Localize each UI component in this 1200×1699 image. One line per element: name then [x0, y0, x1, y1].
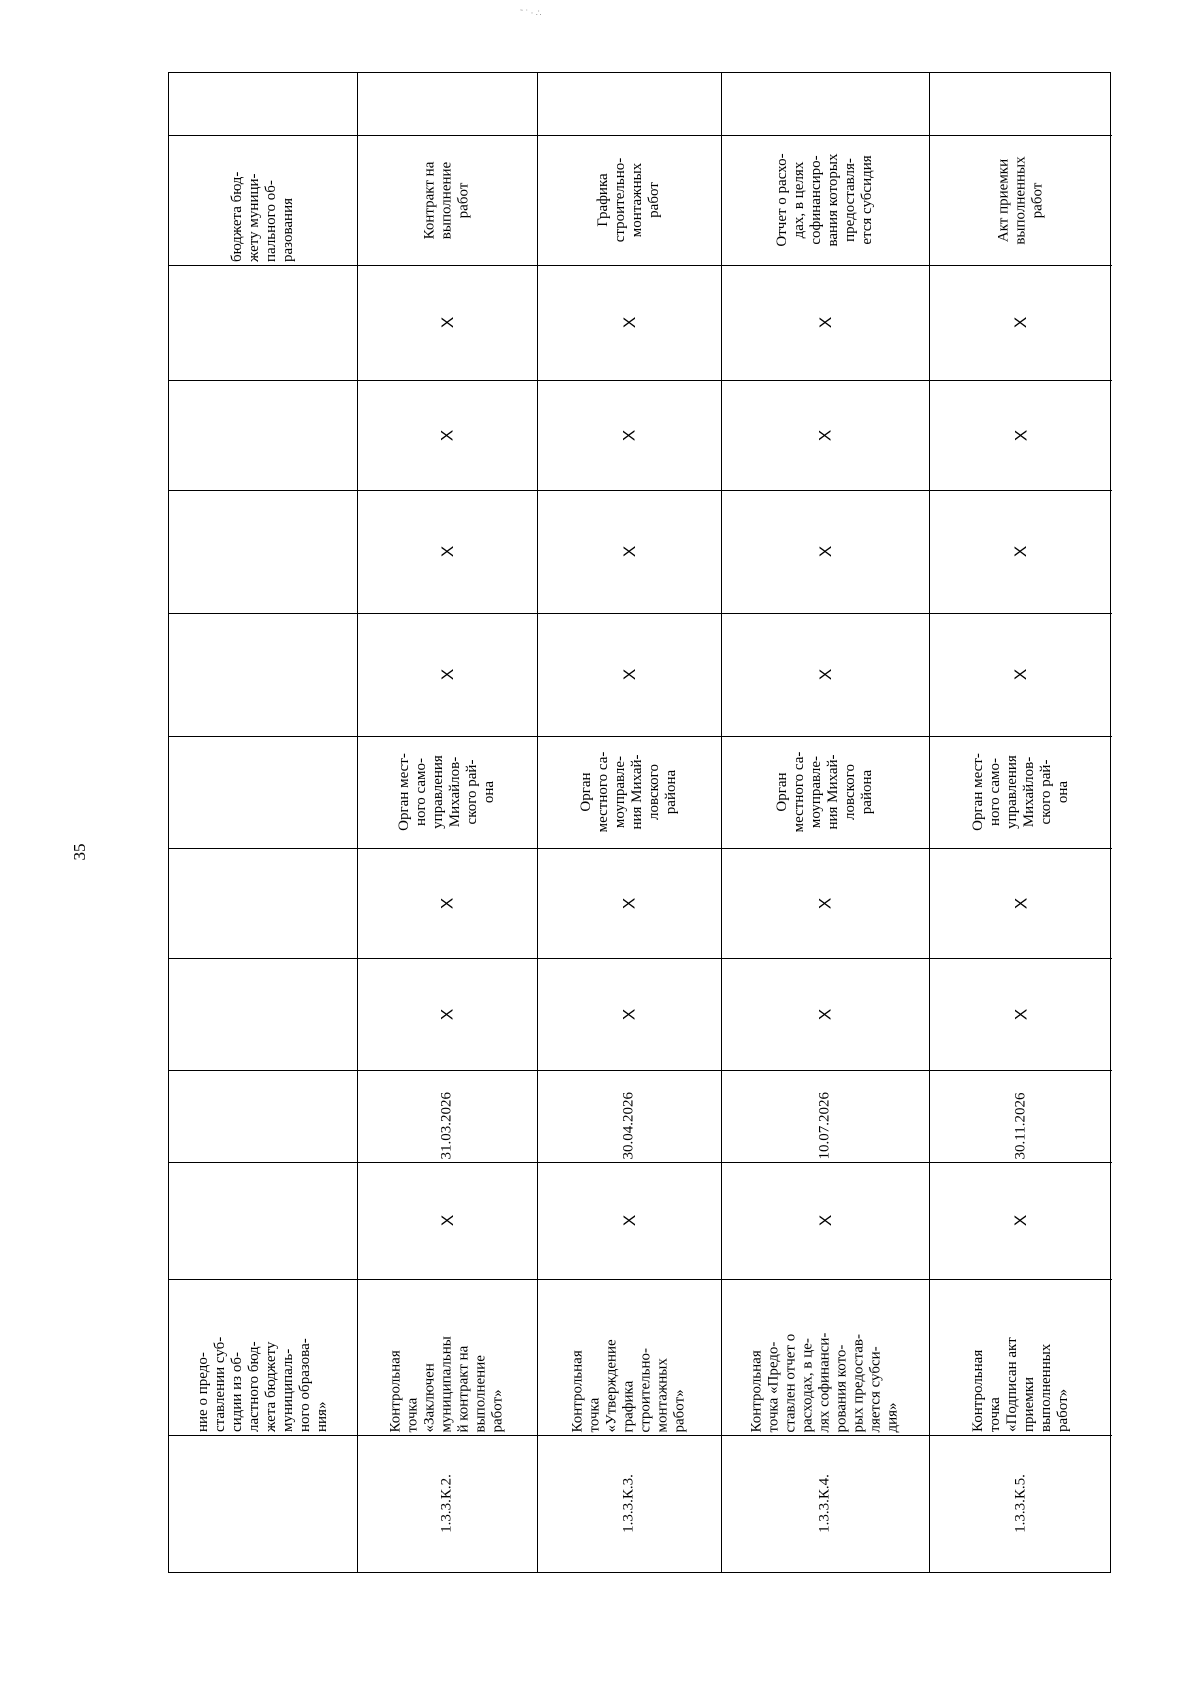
row-responsible: Орган мест- ного само- управления Михайлов- ского рай- она [969, 753, 1071, 831]
row-date-cell [537, 1070, 721, 1162]
row-responsible: Орган местного са- моуправле- ния Михай- ловского района [578, 751, 679, 833]
row-document: Графика строительно- монтажных работ [595, 157, 662, 243]
row-x-mark-cell [721, 958, 929, 1070]
row-name-cell [537, 1279, 721, 1435]
row-document-cell [537, 135, 721, 265]
scan-artifacts [0, 8, 1200, 28]
row-x-mark: Х [619, 429, 639, 441]
row-name: Контрольная точка «Предо- ставлен отчет о расходах, в це- лях софинанси- рования кото- рых предостав- ляется субси- дия» [748, 1332, 901, 1432]
row-x-mark-cell [537, 380, 721, 490]
row-x-mark: Х [437, 1214, 457, 1227]
row-x-mark-cell [929, 490, 1112, 613]
row-x-mark-cell [929, 848, 1112, 958]
row-code-cell [537, 1435, 721, 1571]
row-x-mark: Х [437, 668, 457, 681]
row-x-mark: Х [1011, 897, 1030, 909]
row-x-mark-cell [537, 848, 721, 958]
row-x-mark-cell [357, 490, 537, 613]
row-x-mark-cell [721, 490, 929, 613]
row-x-mark: Х [1011, 429, 1030, 441]
row-responsible: Орган мест- ного само- управления Михайлов- ского рай- она [396, 753, 497, 831]
row-date-cell [357, 1070, 537, 1162]
row-x-mark: Х [619, 897, 639, 909]
row-x-mark: Х [619, 1214, 639, 1227]
row-name: Контрольная точка «Подписан акт приемки выполненных работ» [969, 1337, 1071, 1432]
row-x-mark: Х [437, 897, 457, 909]
row-x-mark: Х [619, 1008, 639, 1020]
row-x-mark: Х [815, 316, 835, 329]
row-x-mark-cell [537, 613, 721, 736]
row-document: Контракт на выполнение работ [421, 161, 472, 239]
row-name: Контрольная точка «Заключен муниципальны й контракт на выполнение работ» [387, 1335, 506, 1432]
row-x-mark: Х [815, 429, 835, 441]
row-document: Отчет о расхо- дах, в целях софинансиро- вания которых предоставля- ется субсидия [774, 153, 875, 247]
row-x-mark: Х [619, 545, 639, 558]
row-name: Контрольная точка «Утверждение графика строительно- монтажных работ» [569, 1338, 688, 1432]
row-x-mark-cell [357, 380, 537, 490]
row-x-mark-cell [929, 613, 1112, 736]
header-document: бюджета бюд- жету муници- пального об- разования [229, 171, 296, 262]
row-code-cell [357, 1435, 537, 1571]
row-x-mark: Х [619, 668, 639, 681]
row-responsible-cell [929, 736, 1112, 848]
row-responsible-cell [537, 736, 721, 848]
row-x-mark: Х [437, 1008, 457, 1020]
row-x-mark: Х [1011, 1008, 1030, 1020]
row-x-mark-cell [357, 958, 537, 1070]
row-responsible-cell [721, 736, 929, 848]
row-x-mark-cell [537, 490, 721, 613]
row-document: Акт приемки выполненных работ [995, 155, 1045, 245]
row-responsible: Орган местного са- моуправле- ния Михай- ловского района [774, 751, 875, 833]
row-x-mark-cell [721, 1162, 929, 1279]
header-name: ние о предо- ставлении суб- сидии из об- ластного бюд- жета бюджету муниципаль- ного образова- ния» [195, 1336, 330, 1432]
row-x-mark: Х [1011, 1214, 1030, 1227]
row-x-mark-cell [537, 958, 721, 1070]
row-x-mark: Х [1011, 668, 1030, 681]
row-x-mark-cell [929, 958, 1112, 1070]
row-date: 10.07.2026 [816, 1091, 833, 1159]
row-code: 1.3.3.К.3. [620, 1473, 637, 1533]
row-x-mark-cell [357, 613, 537, 736]
row-document-cell [357, 135, 537, 265]
row-code-cell [721, 1435, 929, 1571]
row-x-mark-cell [537, 1162, 721, 1279]
page-number: 35 [70, 843, 89, 861]
row-x-mark-cell [929, 265, 1112, 380]
row-x-mark: Х [437, 316, 457, 329]
row-x-mark-cell [721, 613, 929, 736]
document-table [168, 72, 1111, 1573]
row-x-mark-cell [357, 1162, 537, 1279]
row-document-cell [929, 135, 1112, 265]
row-x-mark-cell [357, 848, 537, 958]
row-x-mark-cell [537, 265, 721, 380]
row-x-mark: Х [815, 1214, 835, 1227]
row-x-mark: Х [815, 545, 835, 558]
scan-marks-text: ˜ ˙ · ∴ [520, 8, 542, 18]
row-date-cell [721, 1070, 929, 1162]
row-x-mark: Х [1011, 545, 1030, 558]
row-date: 30.04.2026 [620, 1091, 637, 1159]
row-x-mark-cell [721, 380, 929, 490]
row-x-mark: Х [1011, 316, 1030, 329]
row-x-mark-cell [929, 1162, 1112, 1279]
row-x-mark: Х [815, 668, 835, 681]
row-x-mark-cell [721, 848, 929, 958]
row-x-mark: Х [815, 1008, 835, 1020]
row-code: 1.3.3.К.4. [816, 1473, 833, 1533]
row-x-mark-cell [721, 265, 929, 380]
row-name-cell [357, 1279, 537, 1435]
row-document-cell [721, 135, 929, 265]
row-x-mark: Х [437, 429, 457, 441]
row-date: 30.11.2026 [1012, 1092, 1028, 1159]
row-name-cell [721, 1279, 929, 1435]
row-code: 1.3.3.К.2. [438, 1473, 455, 1533]
row-name-cell [929, 1279, 1112, 1435]
row-code-cell [929, 1435, 1112, 1571]
row-responsible-cell [357, 736, 537, 848]
row-x-mark: Х [815, 897, 835, 909]
header-name-cell [169, 1279, 357, 1435]
header-document-cell [169, 135, 357, 265]
row-x-mark: Х [437, 545, 457, 558]
row-date: 31.03.2026 [438, 1091, 455, 1159]
row-x-mark-cell [929, 380, 1112, 490]
row-x-mark: Х [619, 316, 639, 329]
row-x-mark-cell [357, 265, 537, 380]
row-code: 1.3.3.К.5. [1012, 1473, 1028, 1533]
row-date-cell [929, 1070, 1112, 1162]
